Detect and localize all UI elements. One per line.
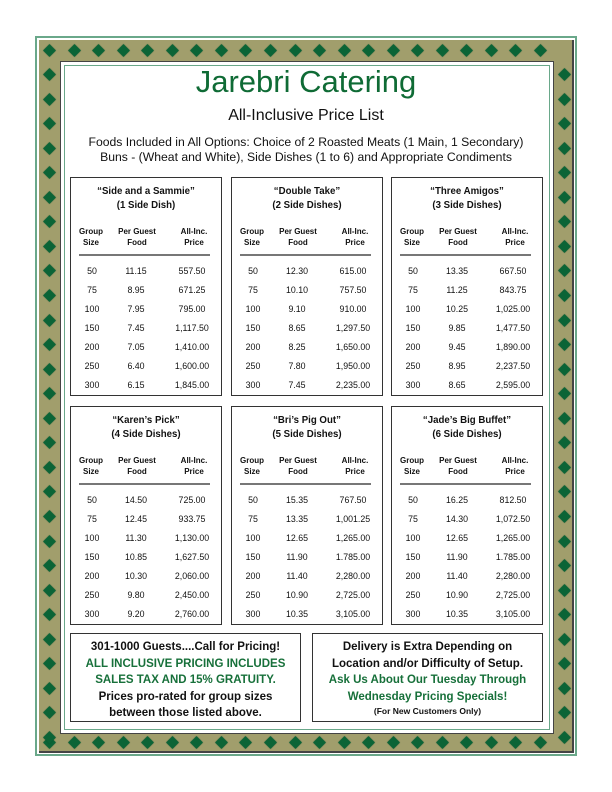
col-header-group-size [76,226,105,248]
menu-price-table [231,406,383,625]
table-row [392,323,542,337]
note-call-for-pricing: 301-1000 Guests....Call for Pricing! [90,641,281,653]
note-prorated-cont: between those listed above. [109,707,262,719]
col-header-line: Food [448,466,468,476]
per-guest-food-cell: 8.95 [127,285,145,295]
all-inc-price-cell: 812.50 [499,495,527,505]
all-inc-price-cell: 1,600.00 [174,361,210,371]
group-size-cell: 100 [245,304,261,314]
col-header-all-inc-price [171,455,217,477]
group-size-cell: 100 [84,533,100,543]
table-row [392,342,542,356]
per-guest-food-cell: 7.45 [288,380,306,390]
group-size-cell: 50 [408,495,418,505]
menu-title [398,184,536,212]
group-size-cell: 100 [245,533,261,543]
group-size-cell: 200 [84,342,100,352]
group-size-cell: 100 [84,304,100,314]
per-guest-food-cell: 10.25 [445,304,468,314]
note-new-customers: (For New Customers Only) [373,706,482,716]
note-delivery: Delivery is Extra Depending on [342,641,513,653]
table-row [232,552,382,566]
col-header-line: Food [448,237,468,247]
col-header-line: Price [345,237,365,247]
note-tax-gratuity: SALES TAX AND 15% GRATUITY. [95,674,276,686]
header-divider [240,254,371,256]
col-header-line: Size [403,466,420,476]
per-guest-food-cell: 10.90 [445,590,468,600]
per-guest-food-cell: 8.25 [288,342,306,352]
menu-title [238,413,376,441]
all-inc-price-cell: 2,280.00 [495,571,531,581]
col-header-line: All-Inc. [341,455,369,465]
foods-line-2: Buns - (Wheat and White), Side Dishes (1 to 6) and Appropriate Condiments [100,150,512,164]
all-inc-price-cell: 1.785.00 [495,552,531,562]
table-row [392,552,542,566]
group-size-cell: 50 [248,495,258,505]
col-header-per-guest-food [434,226,482,248]
col-header-line: Size [82,237,99,247]
menu-price-table [231,177,383,396]
menu-name: “Double Take” [273,185,341,197]
header-divider [400,483,531,485]
all-inc-price-cell: 2,725.00 [495,590,531,600]
per-guest-food-cell: 9.20 [127,609,145,619]
table-row [232,342,382,356]
foods-included [0,135,612,165]
group-size-cell: 250 [84,361,100,371]
group-size-cell: 75 [248,285,258,295]
all-inc-price-cell: 767.50 [339,495,367,505]
col-header-line: Per Guest [439,455,477,465]
table-row [71,495,221,509]
all-inc-price-cell: 1,297.50 [335,323,371,333]
menu-sides: (2 Side Dishes) [272,199,342,211]
all-inc-price-cell: 2,060.00 [174,571,210,581]
col-header-all-inc-price [171,226,217,248]
all-inc-price-cell: 1,001.25 [335,514,371,524]
col-header-line: Group [240,226,264,236]
all-inc-price-cell: 667.50 [499,266,527,276]
note-delivery-cont: Location and/or Difficulty of Setup. [331,657,524,670]
col-header-line: Food [288,237,308,247]
col-header-group-size [237,226,266,248]
table-row [232,590,382,604]
col-header-all-inc-price [332,455,378,477]
group-size-cell: 300 [245,609,261,619]
all-inc-price-cell: 2,595.00 [495,380,531,390]
table-row [392,533,542,547]
col-header-line: Price [184,466,204,476]
table-row [232,495,382,509]
menu-price-table [391,177,543,396]
menu-sides: (1 Side Dish) [116,199,176,211]
table-row [232,514,382,528]
per-guest-food-cell: 7.95 [127,304,145,314]
col-header-line: Size [403,237,420,247]
group-size-cell: 300 [405,609,421,619]
all-inc-price-cell: 725.00 [178,495,206,505]
table-row [392,361,542,375]
col-header-line: Per Guest [118,226,156,236]
header-divider [79,483,210,485]
menu-price-table [391,406,543,625]
col-header-line: All-Inc. [341,226,369,236]
all-inc-price-cell: 615.00 [339,266,367,276]
col-header-line: Food [127,466,147,476]
col-header-all-inc-price [492,455,538,477]
menu-price-table [70,406,222,625]
group-size-cell: 300 [245,380,261,390]
all-inc-price-cell: 1,627.50 [174,552,210,562]
table-row [71,552,221,566]
all-inc-price-cell: 1,845.00 [174,380,210,390]
group-size-cell: 75 [248,514,258,524]
menu-title [77,184,215,212]
group-size-cell: 75 [408,514,418,524]
note-inclusive-pricing: ALL INCLUSIVE PRICING INCLUDES [85,657,286,670]
table-row [392,285,542,299]
table-row [71,361,221,375]
group-size-cell: 75 [87,514,97,524]
group-size-cell: 50 [248,266,258,276]
group-size-cell: 100 [405,304,421,314]
pricing-note-box [70,633,301,722]
col-header-line: All-Inc. [501,226,529,236]
table-row [232,609,382,623]
menu-sides: (4 Side Dishes) [111,428,181,440]
table-row [392,266,542,280]
table-row [71,266,221,280]
header-divider [400,254,531,256]
per-guest-food-cell: 8.95 [448,361,466,371]
all-inc-price-cell: 933.75 [178,514,206,524]
col-header-line: Per Guest [279,226,317,236]
group-size-cell: 200 [405,342,421,352]
per-guest-food-cell: 14.30 [445,514,468,524]
group-size-cell: 300 [84,380,100,390]
all-inc-price-cell: 1,477.50 [495,323,531,333]
group-size-cell: 250 [405,590,421,600]
table-row [71,380,221,394]
all-inc-price-cell: 2,235.00 [335,380,371,390]
col-header-line: Per Guest [279,455,317,465]
group-size-cell: 50 [87,266,97,276]
all-inc-price-cell: 2,760.00 [174,609,210,619]
all-inc-price-cell: 671.25 [178,285,206,295]
group-size-cell: 150 [84,323,100,333]
all-inc-price-cell: 1,025.00 [495,304,531,314]
group-size-cell: 75 [87,285,97,295]
per-guest-food-cell: 11.40 [446,571,468,581]
group-size-cell: 50 [87,495,97,505]
per-guest-food-cell: 11.90 [286,552,308,562]
group-size-cell: 250 [405,361,421,371]
per-guest-food-cell: 7.05 [127,342,145,352]
menu-name: “Jade’s Big Buffet” [422,414,512,426]
col-header-line: Size [82,466,99,476]
per-guest-food-cell: 7.45 [127,323,145,333]
col-header-per-guest-food [113,226,161,248]
all-inc-price-cell: 2,725.00 [335,590,371,600]
col-header-line: Food [127,237,147,247]
menu-name: “Three Amigos” [430,185,504,197]
menu-price-table [70,177,222,396]
per-guest-food-cell: 8.65 [288,323,306,333]
all-inc-price-cell: 1,265.00 [495,533,531,543]
per-guest-food-cell: 10.90 [285,590,308,600]
per-guest-food-cell: 10.30 [124,571,147,581]
per-guest-food-cell: 12.45 [124,514,147,524]
table-row [71,342,221,356]
table-row [71,609,221,623]
foods-line-1: Foods Included in All Options: Choice of 2 Roasted Meats (1 Main, 1 Secondary) [88,135,524,149]
per-guest-food-cell: 10.35 [285,609,308,619]
col-header-group-size [397,455,426,477]
all-inc-price-cell: 2,280.00 [335,571,371,581]
per-guest-food-cell: 12.65 [285,533,308,543]
header-divider [79,254,210,256]
per-guest-food-cell: 14.50 [124,495,147,505]
all-inc-price-cell: 3,105.00 [335,609,371,619]
menu-title [77,413,215,441]
group-size-cell: 300 [84,609,100,619]
all-inc-price-cell: 910.00 [339,304,367,314]
group-size-cell: 100 [405,533,421,543]
col-header-line: Price [345,466,365,476]
menu-name: “Side and a Sammie” [97,185,195,197]
per-guest-food-cell: 9.45 [448,342,466,352]
col-header-group-size [397,226,426,248]
col-header-per-guest-food [113,455,161,477]
note-specials: Ask Us About Our Tuesday Through [328,674,527,686]
table-row [71,323,221,337]
per-guest-food-cell: 11.90 [446,552,468,562]
group-size-cell: 75 [408,285,418,295]
group-size-cell: 250 [245,361,261,371]
col-header-line: Group [240,455,264,465]
per-guest-food-cell: 16.25 [445,495,468,505]
per-guest-food-cell: 11.25 [446,285,468,295]
table-row [232,266,382,280]
col-header-line: Group [400,455,424,465]
group-size-cell: 200 [245,342,261,352]
col-header-per-guest-food [274,455,322,477]
col-header-per-guest-food [434,455,482,477]
note-prorated: Prices pro-rated for group sizes [98,690,273,703]
group-size-cell: 150 [245,552,261,562]
table-row [392,609,542,623]
menu-title [238,184,376,212]
col-header-line: Price [505,237,525,247]
per-guest-food-cell: 13.35 [445,266,468,276]
group-size-cell: 300 [405,380,421,390]
delivery-note-box [312,633,543,722]
all-inc-price-cell: 757.50 [339,285,367,295]
per-guest-food-cell: 12.30 [285,266,308,276]
menu-name: “Bri’s Pig Out” [273,414,341,426]
table-row [392,495,542,509]
table-row [232,323,382,337]
group-size-cell: 200 [405,571,421,581]
col-header-line: Size [243,237,260,247]
col-header-line: Per Guest [118,455,156,465]
per-guest-food-cell: 6.15 [127,380,145,390]
menu-sides: (5 Side Dishes) [272,428,342,440]
group-size-cell: 150 [84,552,100,562]
table-row [392,514,542,528]
col-header-group-size [237,455,266,477]
col-header-line: Food [288,466,308,476]
col-header-line: All-Inc. [180,226,208,236]
table-row [232,533,382,547]
all-inc-price-cell: 1,072.50 [495,514,531,524]
menu-name: “Karen’s Pick” [112,414,180,426]
per-guest-food-cell: 10.35 [445,609,468,619]
col-header-line: Group [400,226,424,236]
group-size-cell: 150 [245,323,261,333]
all-inc-price-cell: 1,950.00 [335,361,371,371]
per-guest-food-cell: 8.65 [448,380,466,390]
table-row [392,380,542,394]
group-size-cell: 200 [245,571,261,581]
per-guest-food-cell: 11.40 [286,571,308,581]
col-header-per-guest-food [274,226,322,248]
table-row [392,590,542,604]
menu-sides: (6 Side Dishes) [432,428,502,440]
table-row [232,361,382,375]
per-guest-food-cell: 13.35 [285,514,308,524]
all-inc-price-cell: 557.50 [178,266,206,276]
table-row [71,590,221,604]
page-title: Jarebri Catering [195,64,417,99]
per-guest-food-cell: 11.15 [125,266,147,276]
per-guest-food-cell: 15.35 [285,495,308,505]
col-header-line: Group [79,226,103,236]
table-row [392,571,542,585]
table-row [232,571,382,585]
per-guest-food-cell: 7.80 [288,361,306,371]
all-inc-price-cell: 795.00 [178,304,206,314]
group-size-cell: 50 [408,266,418,276]
page-subtitle: All-Inclusive Price List [228,107,384,124]
table-row [71,514,221,528]
all-inc-price-cell: 3,105.00 [495,609,531,619]
group-size-cell: 250 [245,590,261,600]
table-row [232,285,382,299]
all-inc-price-cell: 1,130.00 [174,533,210,543]
col-header-line: Price [505,466,525,476]
table-row [392,304,542,318]
group-size-cell: 150 [405,552,421,562]
table-row [71,304,221,318]
col-header-line: Price [184,237,204,247]
per-guest-food-cell: 9.85 [448,323,466,333]
per-guest-food-cell: 9.10 [288,304,306,314]
group-size-cell: 200 [84,571,100,581]
menu-sides: (3 Side Dishes) [432,199,502,211]
col-header-line: Per Guest [439,226,477,236]
table-row [71,285,221,299]
all-inc-price-cell: 1,890.00 [495,342,531,352]
per-guest-food-cell: 10.85 [124,552,147,562]
all-inc-price-cell: 1,265.00 [335,533,371,543]
all-inc-price-cell: 2,450.00 [174,590,210,600]
per-guest-food-cell: 6.40 [127,361,145,371]
per-guest-food-cell: 10.10 [285,285,308,295]
all-inc-price-cell: 1.785.00 [335,552,371,562]
col-header-all-inc-price [492,226,538,248]
col-header-line: All-Inc. [501,455,529,465]
per-guest-food-cell: 12.65 [445,533,468,543]
group-size-cell: 250 [84,590,100,600]
all-inc-price-cell: 1,650.00 [335,342,371,352]
header-divider [240,483,371,485]
col-header-line: All-Inc. [180,455,208,465]
table-row [232,304,382,318]
all-inc-price-cell: 1,117.50 [175,323,209,333]
all-inc-price-cell: 2,237.50 [495,361,531,371]
all-inc-price-cell: 843.75 [499,285,527,295]
col-header-group-size [76,455,105,477]
all-inc-price-cell: 1,410.00 [174,342,210,352]
col-header-line: Size [243,466,260,476]
per-guest-food-cell: 9.80 [127,590,145,600]
col-header-all-inc-price [332,226,378,248]
group-size-cell: 150 [405,323,421,333]
col-header-line: Group [79,455,103,465]
per-guest-food-cell: 11.30 [125,533,147,543]
table-row [71,533,221,547]
note-specials-cont: Wednesday Pricing Specials! [347,690,508,703]
menu-title [398,413,536,441]
table-row [232,380,382,394]
table-row [71,571,221,585]
